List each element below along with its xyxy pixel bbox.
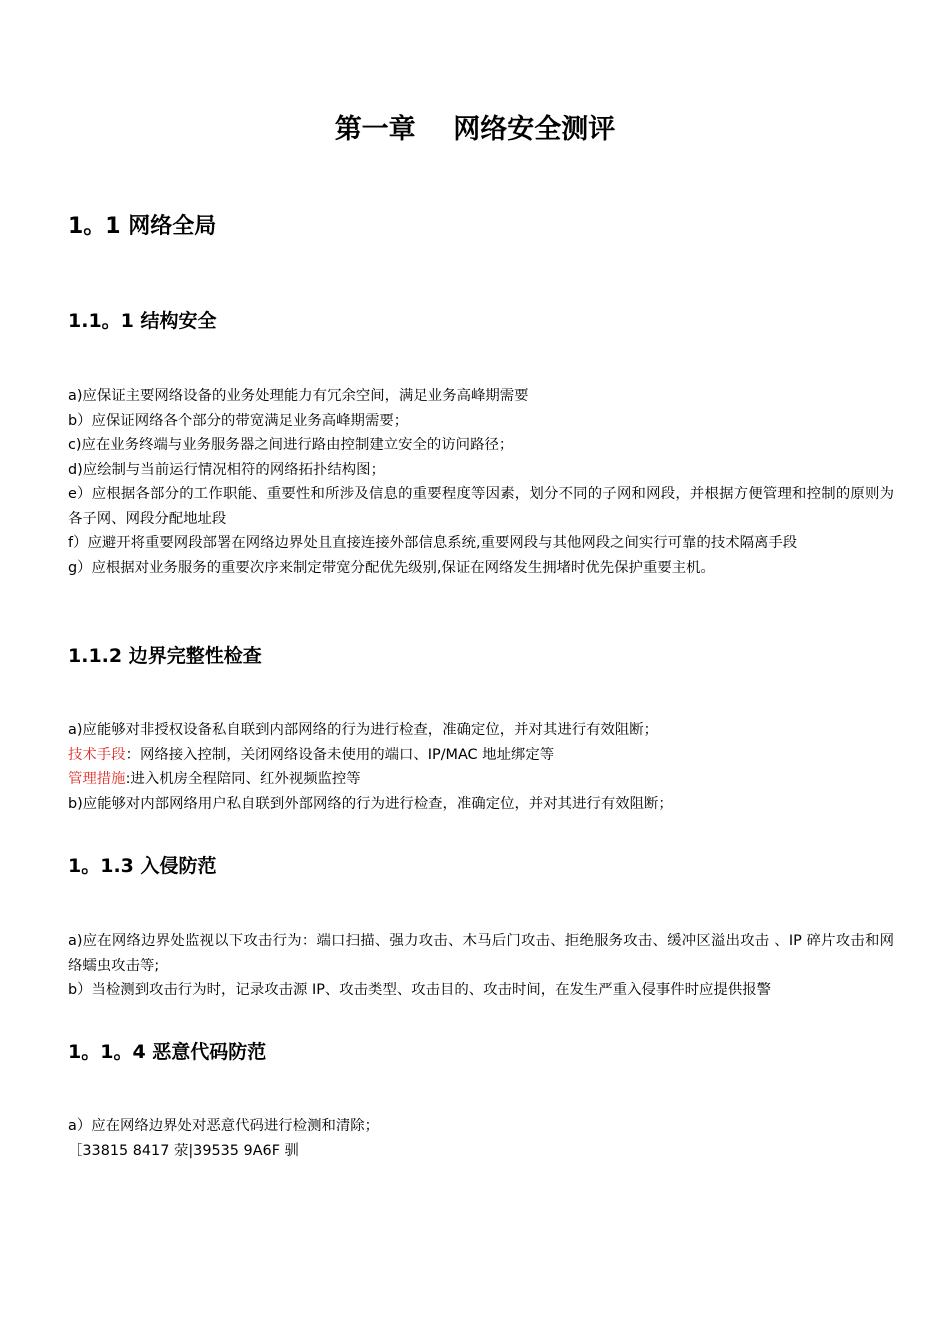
list-item: b）当检测到攻击行为时，记录攻击源 IP、攻击类型、攻击目的、攻击时间，在发生严重入侵事件时应提供报警 [68, 982, 771, 998]
technical-measure-text: ：网络接入控制，关闭网络设备未使用的端口、IP/MAC 地址绑定等 [125, 746, 555, 763]
subsection-heading-intrusion: 1。1.3 入侵防范 [68, 855, 217, 877]
management-measure-label: 管理措施 [68, 771, 126, 787]
list-item: g）应根据对业务服务的重要次序来制定带宽分配优先级别,保证在网络发生拥堵时优先保护重要主机。 [68, 559, 715, 576]
list-item: a)应在网络边界处监视以下攻击行为：端口扫描、强力攻击、木马后门攻击、拒绝服务攻击、缓冲区溢出攻击 、IP 碎片攻击和网络蠕虫攻击等; [68, 933, 894, 974]
list-item: c)应在业务终端与业务服务器之间进行路由控制建立安全的访问路径； [68, 437, 514, 453]
technical-measure-label: 技术手段 [68, 746, 126, 763]
list-item: d)应绘制与当前运行情况相符的网络拓扑结构图； [68, 461, 385, 478]
list-item: a)应能够对非授权设备私自联到内部网络的行为进行检查，准确定位，并对其进行有效阻断； [68, 722, 659, 738]
structure-security-list [68, 384, 894, 580]
list-item: b）应保证网络各个部分的带宽满足业务高峰期需要； [68, 412, 409, 429]
list-item: f）应避开将重要网段部署在网络边界处且直接连接外部信息系统,重要网段与其他网段之间实行可靠的技术隔离手段 [68, 535, 798, 551]
subsection-heading-malware: 1。1。4 恶意代码防范 [68, 1041, 267, 1063]
technical-measure-line [68, 743, 894, 768]
malware-prevention-list [68, 1114, 894, 1163]
chapter-title: 第一章 网络安全测评 [334, 114, 616, 145]
subsection-heading-boundary: 1.1.2 边界完整性检查 [68, 645, 262, 667]
list-item: e）应根据各部分的工作职能、重要性和所涉及信息的重要程度等因素，划分不同的子网和网段，并根据方便管理和控制的原则为各子网、网段分配地址段 [68, 486, 894, 527]
list-item: a）应在网络边界处对恶意代码进行检测和清除； [68, 1118, 380, 1134]
subsection-heading-structure: 1.1。1 结构安全 [68, 310, 217, 332]
intrusion-prevention-list [68, 929, 894, 1003]
boundary-integrity-list [68, 718, 894, 816]
management-measure-text: :进入机房全程陪同、红外视频监控等 [125, 771, 361, 787]
list-item: b)应能够对内部网络用户私自联到外部网络的行为进行检查，准确定位，并对其进行有效阻断； [68, 795, 673, 812]
list-item: ［33815 8417 荥|39535 9A6F 驯 [68, 1142, 299, 1159]
list-item: a)应保证主要网络设备的业务处理能力有冗余空间，满足业务高峰期需要 [68, 388, 529, 404]
section-heading: 1。1 网络全局 [68, 214, 217, 239]
management-measure-line [68, 767, 894, 792]
